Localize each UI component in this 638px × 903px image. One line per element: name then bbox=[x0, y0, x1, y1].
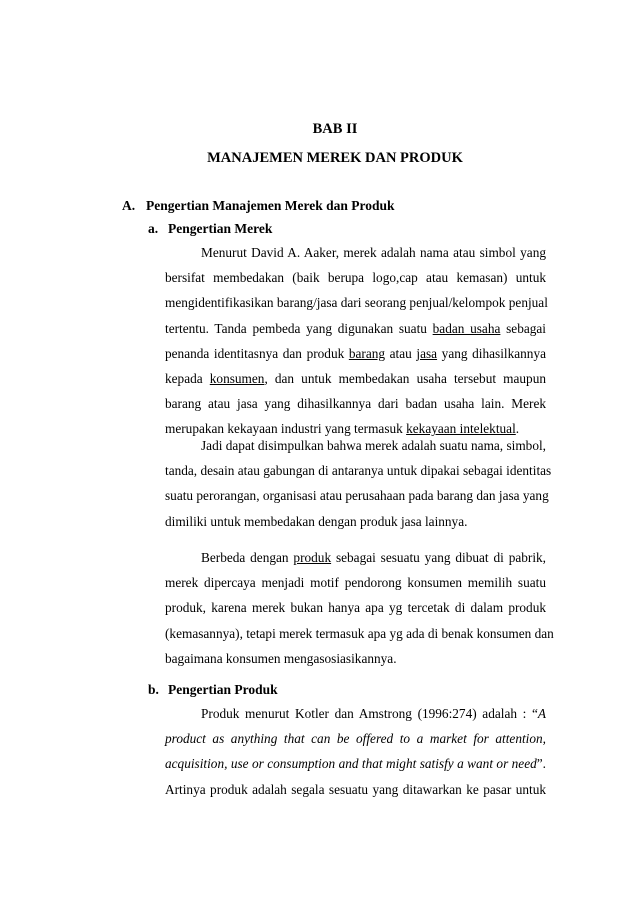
text-line: mengidentifikasikan barang/jasa dari seorang penjual/kelompok penjual bbox=[165, 295, 548, 311]
link-jasa[interactable]: jasa bbox=[416, 345, 438, 361]
text-line: kepada konsumen, dan untuk membedakan usaha tersebut maupun bbox=[165, 370, 546, 386]
text-line: tertentu. Tanda pembeda yang digunakan suatu badan usaha sebagai bbox=[165, 320, 546, 336]
link-barang[interactable]: barang bbox=[348, 345, 386, 361]
link-badan-usaha[interactable]: badan usaha bbox=[432, 320, 501, 336]
text-line: Produk menurut Kotler dan Amstrong (1996:274) adalah : “A bbox=[201, 706, 546, 721]
text-line: Jadi dapat disimpulkan bahwa merek adalah suatu nama, simbol, bbox=[201, 438, 546, 453]
text-line: Menurut David A. Aaker, merek adalah nama atau simbol yang bbox=[201, 245, 546, 260]
subsection-heading-b bbox=[148, 682, 278, 698]
text-line: bagaimana konsumen mengasosiasikannya. bbox=[165, 650, 397, 666]
subsection-heading-a bbox=[148, 221, 272, 237]
link-kekayaan-intelektual[interactable]: kekayaan intelektual bbox=[406, 421, 516, 437]
subsection-title: Pengertian Produk bbox=[168, 682, 278, 697]
paragraph-produk-definition bbox=[165, 704, 546, 805]
text-line: merek dipercaya menjadi motif pendorong konsumen memilih suatu bbox=[165, 575, 546, 591]
paragraph-merek-vs-produk bbox=[165, 548, 554, 674]
subsection-label: a. bbox=[148, 221, 159, 236]
link-produk[interactable]: produk bbox=[293, 550, 332, 565]
text-line: product as anything that can be offered to a market for attention, bbox=[165, 731, 546, 747]
text-line: tanda, desain atau gabungan di antaranya untuk dipakai sebagai identitas bbox=[165, 463, 552, 479]
text-line: produk, karena merek bukan hanya apa yg tercetak di dalam produk bbox=[165, 600, 546, 616]
text-line: Berbeda dengan produk sebagai sesuatu yang dibuat di pabrik, bbox=[201, 550, 546, 565]
text-line: barang atau jasa yang dihasilkannya dari badan usaha lain. Merek bbox=[165, 396, 546, 412]
text-line: bersifat membedakan (baik berupa logo,cap atau kemasan) untuk bbox=[165, 270, 546, 286]
section-title: Pengertian Manajemen Merek dan Produk bbox=[146, 198, 395, 213]
section-label: A. bbox=[122, 198, 136, 213]
chapter-title: MANAJEMEN MEREK DAN PRODUK bbox=[207, 150, 463, 166]
link-konsumen[interactable]: konsumen bbox=[209, 370, 265, 386]
text-line: acquisition, use or consumption and that might satisfy a want or need”. bbox=[165, 756, 546, 772]
section-heading-a bbox=[122, 198, 394, 214]
text-line: Artinya produk adalah segala sesuatu yang ditawarkan ke pasar untuk bbox=[165, 781, 546, 797]
paragraph-conclusion bbox=[165, 436, 552, 537]
chapter-number: BAB II bbox=[312, 121, 358, 137]
text-line: merupakan kekayaan industri yang termasuk kekayaan intelektual. bbox=[165, 421, 520, 437]
subsection-label: b. bbox=[148, 682, 159, 697]
text-line: (kemasannya), tetapi merek termasuk apa yg ada di benak konsumen dan bbox=[165, 625, 554, 641]
subsection-title: Pengertian Merek bbox=[168, 221, 273, 236]
text-line: suatu perorangan, organisasi atau perusahaan pada barang dan jasa yang bbox=[165, 488, 549, 504]
text-line: dimiliki untuk membedakan dengan produk jasa lainnya. bbox=[165, 513, 468, 529]
paragraph-merek-definition bbox=[165, 243, 546, 445]
text-line: penanda identitasnya dan produk barang atau jasa yang dihasilkannya bbox=[165, 345, 546, 361]
